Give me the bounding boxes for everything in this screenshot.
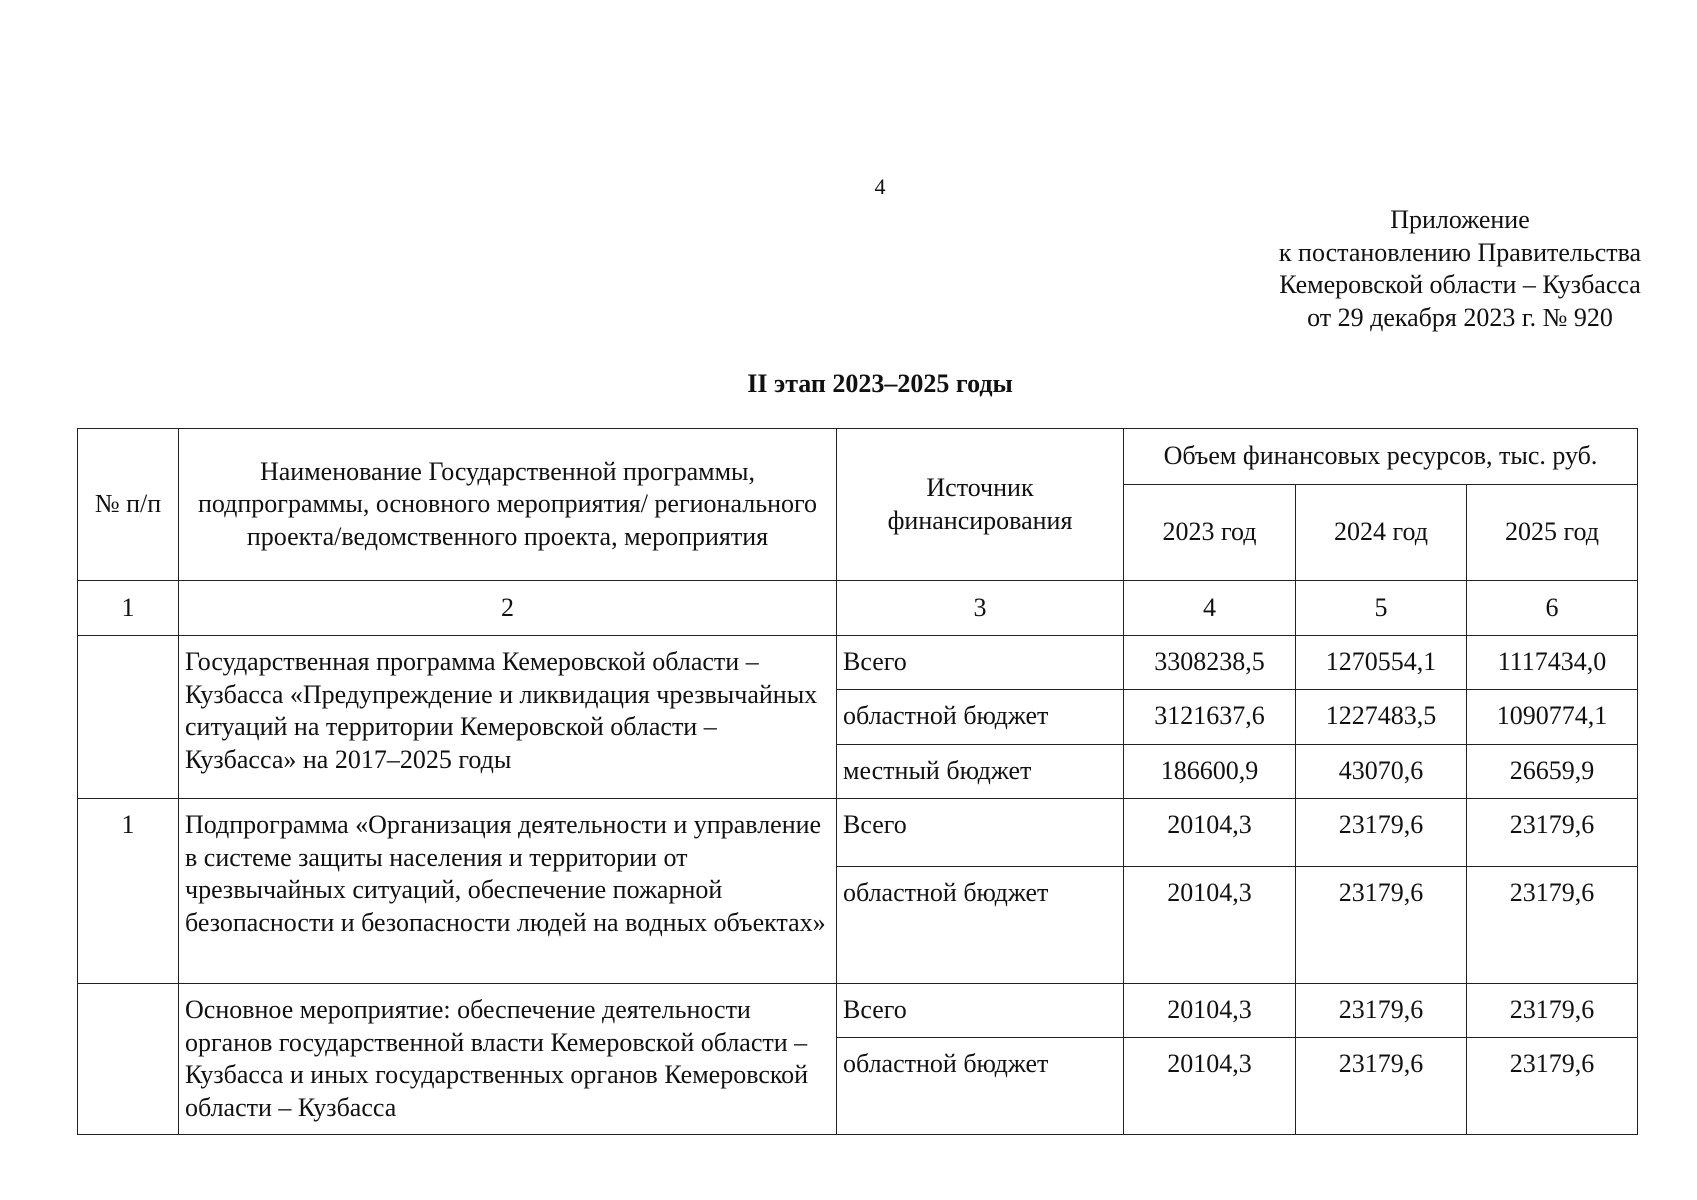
header-name: Наименование Государственной программы, подпрограммы, основного мероприятия/ регионального проекта/ведомственного проекта, мероприятия (179, 429, 837, 581)
financing-table (77, 428, 1638, 1135)
table-row (78, 636, 1638, 690)
amount-cell: 23179,6 (1467, 867, 1638, 984)
amount-cell: 3121637,6 (1124, 690, 1296, 745)
funding-source: местный бюджет (837, 745, 1124, 799)
appendix-line: от 29 декабря 2023 г. № 920 (1307, 302, 1613, 332)
header-year: 2023 год (1124, 485, 1296, 581)
activity-name: Основное мероприятие: обеспечение деятельности органов государственной власти Кемеровской области – Кузбасса и иных государственных органов Кемеровской области – Кузбасса (179, 984, 837, 1135)
amount-cell: 23179,6 (1467, 984, 1638, 1038)
amount-cell: 186600,9 (1124, 745, 1296, 799)
funding-source: областной бюджет (837, 867, 1124, 984)
amount-cell: 1090774,1 (1467, 690, 1638, 745)
row-number (78, 984, 179, 1135)
appendix-line: к постановлению Правительства (1278, 237, 1642, 267)
column-number: 6 (1467, 581, 1638, 636)
header-row (78, 429, 1638, 485)
amount-cell: 20104,3 (1124, 867, 1296, 984)
column-numbers-row (78, 581, 1638, 636)
amount-cell: 1117434,0 (1467, 636, 1638, 690)
amount-cell: 23179,6 (1296, 984, 1467, 1038)
funding-source: Всего (837, 984, 1124, 1038)
page-number: 4 (874, 174, 886, 199)
header-volume: Объем финансовых ресурсов, тыс. руб. (1124, 429, 1638, 485)
header-year: 2025 год (1467, 485, 1638, 581)
table-row (78, 984, 1638, 1038)
program-name: Государственная программа Кемеровской области – Кузбасса «Предупреждение и ликвидация чрезвычайных ситуаций на территории Кемеровской области – Кузбасса» на 2017–2025 годы (179, 636, 837, 799)
amount-cell: 23179,6 (1467, 1038, 1638, 1135)
header-num: № п/п (78, 429, 179, 581)
appendix-block (1200, 204, 1697, 334)
stage-title: II этап 2023–2025 годы (747, 369, 1013, 398)
funding-source: Всего (837, 799, 1124, 867)
amount-cell: 3308238,5 (1124, 636, 1296, 690)
column-number: 5 (1296, 581, 1467, 636)
amount-cell: 20104,3 (1124, 1038, 1296, 1135)
appendix-line: Кемеровской области – Кузбасса (1279, 270, 1641, 299)
appendix-line: Приложение (1390, 205, 1530, 234)
amount-cell: 26659,9 (1467, 745, 1638, 799)
column-number: 1 (78, 581, 179, 636)
amount-cell: 20104,3 (1124, 799, 1296, 867)
amount-cell: 1227483,5 (1296, 690, 1467, 745)
column-number: 2 (179, 581, 837, 636)
table-row (78, 799, 1638, 867)
funding-source: областной бюджет (837, 690, 1124, 745)
column-number: 4 (1124, 581, 1296, 636)
header-year: 2024 год (1296, 485, 1467, 581)
amount-cell: 23179,6 (1467, 799, 1638, 867)
amount-cell: 1270554,1 (1296, 636, 1467, 690)
subprogram-name: Подпрограмма «Организация деятельности и управление в системе защиты населения и территории от чрезвычайных ситуаций, обеспечение пожарной безопасности и безопасности людей на водных объектах» (179, 799, 837, 984)
row-number: 1 (78, 799, 179, 984)
amount-cell: 43070,6 (1296, 745, 1467, 799)
funding-source: областной бюджет (837, 1038, 1124, 1135)
amount-cell: 23179,6 (1296, 867, 1467, 984)
row-number (78, 636, 179, 799)
amount-cell: 23179,6 (1296, 1038, 1467, 1135)
column-number: 3 (837, 581, 1124, 636)
amount-cell: 23179,6 (1296, 799, 1467, 867)
header-source: Источник финансирования (837, 429, 1124, 581)
funding-source: Всего (837, 636, 1124, 690)
amount-cell: 20104,3 (1124, 984, 1296, 1038)
